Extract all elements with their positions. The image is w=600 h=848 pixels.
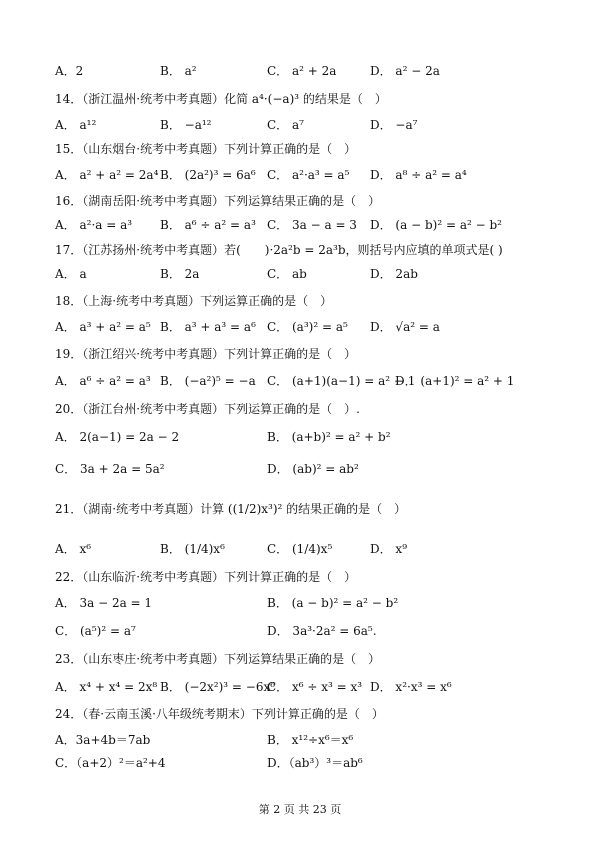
page-footer: 第 2 页 共 23 页 xyxy=(258,803,342,816)
q16-option-c: C． 3a − a = 3 xyxy=(267,218,357,232)
q15-option-d: D． a⁸ ÷ a² = a⁴ xyxy=(370,168,467,182)
q15-option-b: B． (2a²)³ = 6a⁶ xyxy=(160,168,256,182)
q22-option-a: A． 3a − 2a = 1 xyxy=(55,596,153,610)
q13-option-c: C． a² + 2a xyxy=(267,64,337,78)
q21-option-b: B． (1/4)x⁶ xyxy=(160,542,225,556)
q13-option-a: A．2 xyxy=(55,64,84,78)
q18-options xyxy=(55,318,555,338)
q18-option-a: A． a³ + a² = a⁵ xyxy=(55,320,151,334)
q19-option-c: C． (a+1)(a−1) = a² − 1 xyxy=(267,374,416,388)
q24-option-b: B． x¹²÷x⁶＝x⁶ xyxy=(267,733,354,747)
q23-option-d: D． x²·x³ = x⁶ xyxy=(370,680,452,694)
q23-option-a: A． x⁴ + x⁴ = 2x⁸ xyxy=(55,680,158,694)
q13-options xyxy=(55,62,555,82)
q17-option-b: B． 2a xyxy=(160,267,200,281)
q22-options-row1 xyxy=(55,594,555,614)
q22-option-d: D． 3a³·2a² = 6a⁵. xyxy=(267,624,377,638)
q24-stem: 24．（春·云南玉溪·八年级统考期末）下列计算正确的是（ ） xyxy=(55,707,384,721)
q20-options-row2 xyxy=(55,460,555,480)
q21-option-a: A． x⁶ xyxy=(55,542,92,556)
q24-options-row1 xyxy=(55,731,555,751)
q22-option-c: C． (a⁵)² = a⁷ xyxy=(55,624,136,638)
q21-options xyxy=(55,540,555,560)
q21-stem: 21．（湖南·统考中考真题）计算 ((1/2)x³)² 的结果正确的是（ ） xyxy=(55,502,407,516)
q24-option-c: C．（a+2）²＝a²+4 xyxy=(55,756,166,770)
q16-stem: 16．（湖南岳阳·统考中考真题）下列运算结果正确的是（ ） xyxy=(55,194,381,208)
q17-option-a: A． a xyxy=(55,267,87,281)
q21-option-d: D． x⁹ xyxy=(370,542,408,556)
q18-option-b: B． a³ + a³ = a⁶ xyxy=(160,320,256,334)
q22-option-b: B． (a − b)² = a² − b² xyxy=(267,596,399,610)
q18-option-c: C． (a³)² = a⁵ xyxy=(267,320,348,334)
q20-option-c: C． 3a + 2a = 5a² xyxy=(55,462,165,476)
q24-options-row2 xyxy=(55,754,555,774)
q19-options xyxy=(55,372,555,392)
q20-option-d: D． (ab)² = ab² xyxy=(267,462,359,476)
q19-stem: 19．（浙江绍兴·统考中考真题）下列计算正确的是（ ） xyxy=(55,347,357,361)
q15-options xyxy=(55,166,555,186)
q24-option-d: D．（ab³）³＝ab⁶ xyxy=(267,756,363,770)
q14-stem: 14．（浙江温州·统考中考真题）化简 a⁴·(−a)³ 的结果是（ ） xyxy=(55,92,387,106)
q16-option-b: B． a⁶ ÷ a² = a³ xyxy=(160,218,256,232)
q13-option-b: B． a² xyxy=(160,64,197,78)
q20-options-row1 xyxy=(55,428,555,448)
q23-options xyxy=(55,678,555,698)
q17-option-c: C． ab xyxy=(267,267,307,281)
q14-option-c: C． a⁷ xyxy=(267,118,304,132)
q22-stem: 22．（山东临沂·统考中考真题）下列计算正确的是（ ） xyxy=(55,570,357,584)
q22-options-row2 xyxy=(55,622,555,642)
q21-option-c: C． (1/4)x⁵ xyxy=(267,542,333,556)
q17-option-d: D． 2ab xyxy=(370,267,418,281)
q14-options xyxy=(55,116,555,136)
q19-option-b: B． (−a²)⁵ = −a xyxy=(160,374,256,388)
q17-options xyxy=(55,265,555,285)
q23-option-b: B． (−2x²)³ = −6x⁶ xyxy=(160,680,276,694)
q18-stem: 18．（上海·统考中考真题）下列运算正确的是（ ） xyxy=(55,294,333,308)
q16-options xyxy=(55,216,555,236)
q15-option-c: C． a²·a³ = a⁵ xyxy=(267,168,350,182)
q15-option-a: A． a² + a² = 2a⁴ xyxy=(55,168,159,182)
q19-option-a: A． a⁶ ÷ a² = a³ xyxy=(55,374,151,388)
q18-option-d: D． √a² = a xyxy=(370,320,440,334)
q14-option-a: A． a¹² xyxy=(55,118,97,132)
q15-stem: 15．（山东烟台·统考中考真题）下列计算正确的是（ ） xyxy=(55,142,357,156)
q20-stem: 20．（浙江台州·统考中考真题）下列运算正确的是（ ）. xyxy=(55,402,360,416)
q23-stem: 23．（山东枣庄·统考中考真题）下列运算结果正确的是（ ） xyxy=(55,652,381,666)
q24-option-a: A．3a+4b＝7ab xyxy=(55,733,151,747)
q19-option-d: D． (a+1)² = a² + 1 xyxy=(395,374,515,388)
q20-option-b: B． (a+b)² = a² + b² xyxy=(267,430,391,444)
q14-option-b: B． −a¹² xyxy=(160,118,212,132)
q13-option-d: D． a² − 2a xyxy=(370,64,440,78)
q14-option-d: D． −a⁷ xyxy=(370,118,418,132)
q16-option-d: D． (a − b)² = a² − b² xyxy=(370,218,502,232)
q16-option-a: A． a²·a = a³ xyxy=(55,218,133,232)
q20-option-a: A． 2(a−1) = 2a − 2 xyxy=(55,430,180,444)
q17-stem: 17．（江苏扬州·统考中考真题）若( )·2a²b = 2a³b，则括号内应填的单项式是( ) xyxy=(55,243,503,257)
q23-option-c: C． x⁶ ÷ x³ = x³ xyxy=(267,680,363,694)
